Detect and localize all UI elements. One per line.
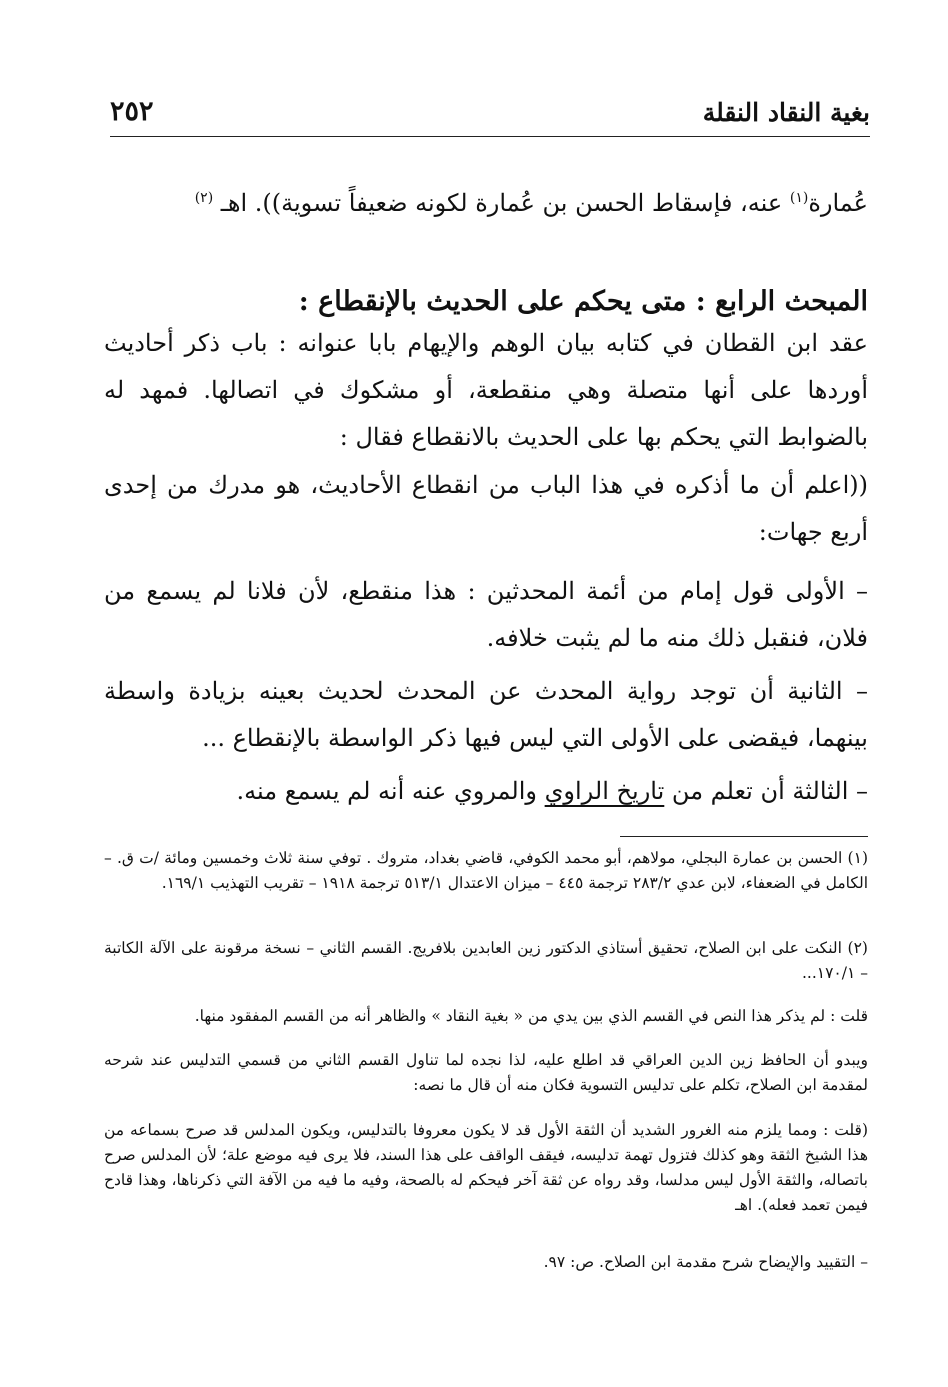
footnote-2-text: النكت على ابن الصلاح، تحقيق أستاذي الدكتور زين العابدين بلافريج. القسم الثاني – نسخة مرقونة على الآلة الكاتبة – ١٧٠/١...: [104, 939, 868, 982]
footnote-2: [104, 936, 868, 986]
footnote-1-marker: (١): [847, 849, 868, 867]
continuation-text-end: عنه، فإسقاط الحسن بن عُمارة لكونه ضعيفاً تسوية)). اهـ: [213, 189, 790, 217]
paragraph-third-aspect: [104, 768, 868, 815]
continuation-text-start: عُمارة: [808, 189, 868, 217]
running-header: [110, 88, 870, 137]
footnote-ref-2: (٢): [194, 190, 214, 206]
page-number: ٢٥٢: [110, 96, 154, 127]
footnote-ref-1: (١): [789, 190, 809, 206]
paragraph-quote-start: ((اعلم أن ما أذكره في هذا الباب من انقطاع الأحاديث، هو مدرك من إحدى أربع جهات:: [104, 471, 868, 546]
footnote-2-marker: (٢): [847, 939, 868, 957]
section-heading: المبحث الرابع : متى يحكم على الحديث بالإنقطاع :: [298, 286, 868, 317]
footnote-1-text: الحسن بن عمارة البجلي، مولاهم، أبو محمد الكوفي، قاضي بغداد، متروك . توفي سنة ثلاث وخمسين ومائة /ت ق. – الكامل في الضعفاء، لابن عدي ٢٨٣/٢ ترجمة ٤٤٥ – ميزان الاعتدال ٥١٣/١ ترجمة ١٩١٨ – تقريب التهذيب ١٦٩/١.: [104, 849, 868, 892]
third-aspect-end: والمروي عنه أنه لم يسمع منه.: [236, 777, 545, 805]
footnote-separator: [620, 836, 868, 837]
editor-note-1: قلت : لم يذكر هذا النص في القسم الذي بين يدي من « بغية النقاد » والظاهر أنه من القسم المفقود منها.: [194, 1007, 868, 1025]
footnote-1: [104, 846, 868, 896]
book-title: بغية النقاد النقلة: [702, 98, 870, 127]
paragraph-second-aspect: – الثانية أن توجد رواية المحدث عن المحدث لحديث بعينه بزيادة واسطة بينهما، فيقضى على الأولى التي ليس فيها ذكر الواسطة بالإنقطاع ...: [104, 677, 868, 752]
editor-note-source: – التقييد والإيضاح شرح مقدمة ابن الصلاح. ص: ٩٧.: [543, 1253, 868, 1271]
paragraph-intro: عقد ابن القطان في كتابه بيان الوهم والإيهام بابا عنوانه : باب ذكر أحاديث أوردها على أنها متصلة وهي منقطعة، أو مشكوك في اتصالها. فمهد له بالضوابط التي يحكم بها على الحديث بالانقطاع فقال :: [104, 329, 868, 451]
continuation-line: [104, 180, 868, 227]
paragraph-first-aspect: – الأولى قول إمام من أئمة المحدثين : هذا منقطع، لأن فلانا لم يسمع من فلان، فنقبل ذلك منه ما لم يثبت خلافه.: [104, 577, 868, 652]
editor-note-quote: (قلت : ومما يلزم منه الغرور الشديد أن الثقة الأول قد لا يكون معروفا بالتدليس، ويكون المدلس قد صرح بسماعه من هذا الشيخ الثقة وهو كذلك فتزول تهمة تدليسه، فيقف الواقف على هذا السند، فلا يرى فيه موضع علة؛ لأن المدلس صرح باتصاله، والثقة الأول ليس مدلسا، وقد رواه عن ثقة آخر فيحكم له بالصحة، وفيه ما فيه من الآفة التي ذكرناها، وهذا قادح فيمن تعمد فعله). اهـ: [104, 1121, 868, 1214]
editor-note-2: ويبدو أن الحافظ زين الدين العراقي قد اطلع عليه، لذا نجده لما تناول القسم الثاني من قسمي التدليس عند شرحه لمقدمة ابن الصلاح، تكلم على تدليس التسوية فكان منه أن قال ما نصه:: [104, 1051, 868, 1094]
third-aspect-start: – الثالثة أن تعلم من: [664, 777, 868, 805]
underlined-phrase: تاريخ الراوي: [544, 777, 665, 805]
